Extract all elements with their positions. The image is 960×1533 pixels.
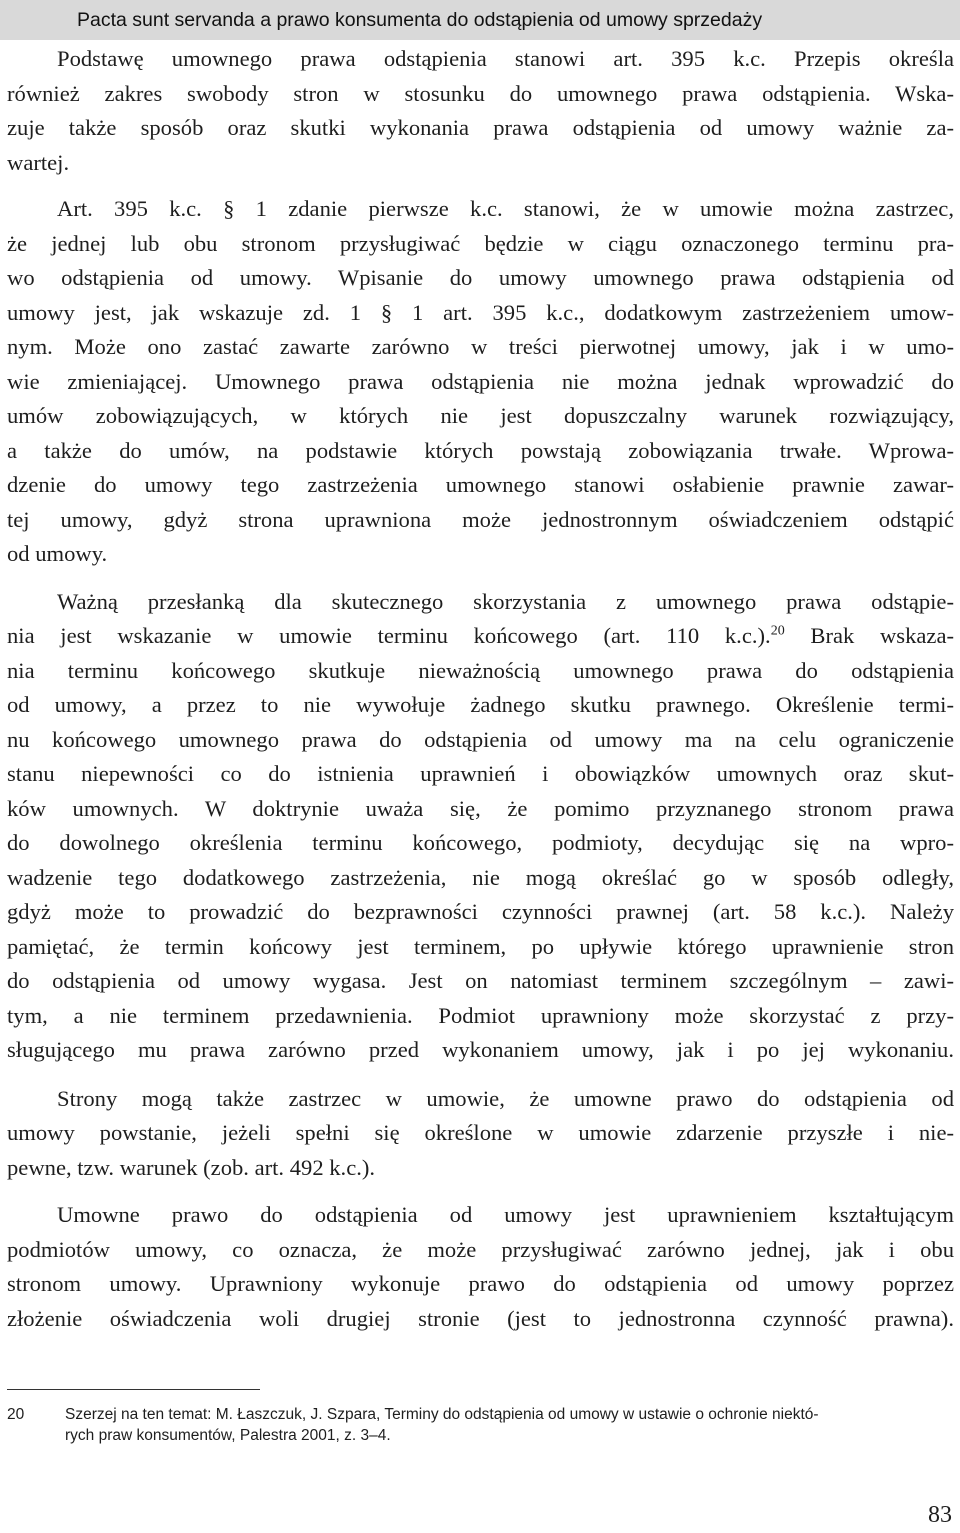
running-head: Pacta sunt servanda a prawo konsumenta do odstąpienia od umowy sprzedaży [0, 0, 960, 40]
text-line: wartej. [7, 149, 70, 175]
text-line: umowy powstanie, jeżeli spełni się określone w umowie zdarzenie przyszłe i nie- [7, 1120, 954, 1145]
text-line: od umowy, a przez to nie wywołuje żadnego skutku prawnego. Określenie termi- [7, 692, 954, 717]
footnote-text [65, 1404, 954, 1446]
text-line: Art. 395 k.c. § 1 zdanie pierwsze k.c. stanowi, że w umowie można zastrzec, [57, 196, 954, 221]
paragraph [7, 585, 954, 1068]
footnote-line: rych praw konsumentów, Palestra 2001, z. 3–4. [65, 1427, 391, 1444]
text-line: a także do umów, na podstawie których powstają zobowiązania trwałe. Wprowa- [7, 437, 954, 463]
text-line-with-footnote-ref [7, 619, 954, 654]
text-line: tym, a nie terminem przedawnienia. Podmiot uprawniony może skorzystać z przy- [7, 1002, 954, 1028]
text-line: dzenie do umowy tego zastrzeżenia umownego stanowi osłabienie prawnie zawar- [7, 472, 954, 497]
text-line: podmiotów umowy, co oznacza, że może przysługiwać zarówno jednej, jak i obu [7, 1236, 954, 1262]
text-line: umowy jest, jak wskazuje zd. 1 § 1 art. 395 k.c., dodatkowym zastrzeżeniem umow- [7, 299, 954, 325]
text-line: gdyż może to prowadzić do bezprawności czynności prawnej (art. 58 k.c.). Należy [7, 899, 954, 924]
text-line: nym. Może ono zastać zawarte zarówno w treści pierwotnej umowy, jak i w umo- [7, 334, 954, 359]
text-line: Strony mogą także zastrzec w umowie, że umowne prawo do odstąpienia od [57, 1085, 954, 1111]
body-text [7, 42, 954, 1336]
text-line: Umowne prawo do odstąpienia od umowy jest uprawnieniem kształtującym [57, 1202, 954, 1227]
footnote-number: 20 [7, 1406, 25, 1423]
text-line: pewne, tzw. warunek (zob. art. 492 k.c.). [7, 1154, 376, 1180]
text-line: nu końcowego umownego prawa do odstąpienia od umowy ma na celu ograniczenie [7, 726, 954, 752]
page-number: 83 [928, 1502, 952, 1528]
paragraph [7, 1198, 954, 1336]
text-line: zuje także sposób oraz skutki wykonania prawa odstąpienia od umowy ważnie za- [7, 115, 954, 140]
text-segment: Brak wskaza- [784, 623, 955, 648]
footnote-separator [7, 1389, 260, 1390]
text-line: również zakres swobody stron w stosunku do umownego prawa odstąpienia. Wska- [7, 80, 954, 106]
paragraph [7, 1082, 954, 1186]
text-line: Ważną przesłanką dla skutecznego skorzystania z umownego prawa odstąpie- [57, 588, 954, 614]
text-line: sługującego mu prawa zarówno przed wykonaniem umowy, jak i po jej wykonaniu. [7, 1037, 954, 1062]
paragraph [7, 192, 954, 572]
text-line: do odstąpienia od umowy wygasa. Jest on natomiast terminem szczególnym – zawi- [7, 968, 954, 993]
text-segment: nia jest wskazanie w umowie terminu końcowego (art. 110 k.c.). [7, 623, 771, 648]
text-line: nia terminu końcowego skutkuje nieważnością umownego prawa do odstąpienia [7, 657, 954, 683]
text-line: wie zmieniającej. Umownego prawa odstąpienia nie można jednak wprowadzić do [7, 368, 954, 394]
footnote-ref[interactable]: 20 [770, 623, 785, 639]
text-line: ków umownych. W doktrynie uważa się, że pomimo przyznanego stronom prawa [7, 795, 954, 821]
text-line: tej umowy, gdyż strona uprawniona może jednostronnym oświadczeniem odstąpić [7, 506, 954, 532]
text-line: od umowy. [7, 541, 108, 566]
text-line: złożenie oświadczenia woli drugiej stronie (jest to jednostronna czynność prawna). [7, 1305, 954, 1331]
paragraph [7, 42, 954, 180]
footnote-line: Szerzej na ten temat: M. Łaszczuk, J. Szpara, Terminy do odstąpienia od umowy w ustawie o ochronie niektó- [65, 1406, 819, 1423]
text-line: umów zobowiązujących, w których nie jest dopuszczalny warunek rozwiązujący, [7, 403, 954, 428]
text-line: stanu niepewności co do istnienia uprawnień i obowiązków umownych oraz skut- [7, 761, 954, 786]
text-line: wadzenie tego dodatkowego zastrzeżenia, nie mogą określać go w sposób odległy, [7, 864, 954, 890]
text-line: pamiętać, że termin końcowy jest terminem, po upływie którego uprawnienie stron [7, 933, 954, 959]
text-line: że jednej lub obu stronom przysługiwać będzie w ciągu oznaczonego terminu pra- [7, 230, 954, 256]
text-line: Podstawę umownego prawa odstąpienia stanowi art. 395 k.c. Przepis określa [57, 46, 954, 71]
text-line: stronom umowy. Uprawniony wykonuje prawo do odstąpienia od umowy poprzez [7, 1271, 954, 1296]
text-line: wo odstąpienia od umowy. Wpisanie do umowy umownego prawa odstąpienia od [7, 265, 954, 290]
text-line: do dowolnego określenia terminu końcowego, podmioty, decydując się na wpro- [7, 830, 954, 855]
